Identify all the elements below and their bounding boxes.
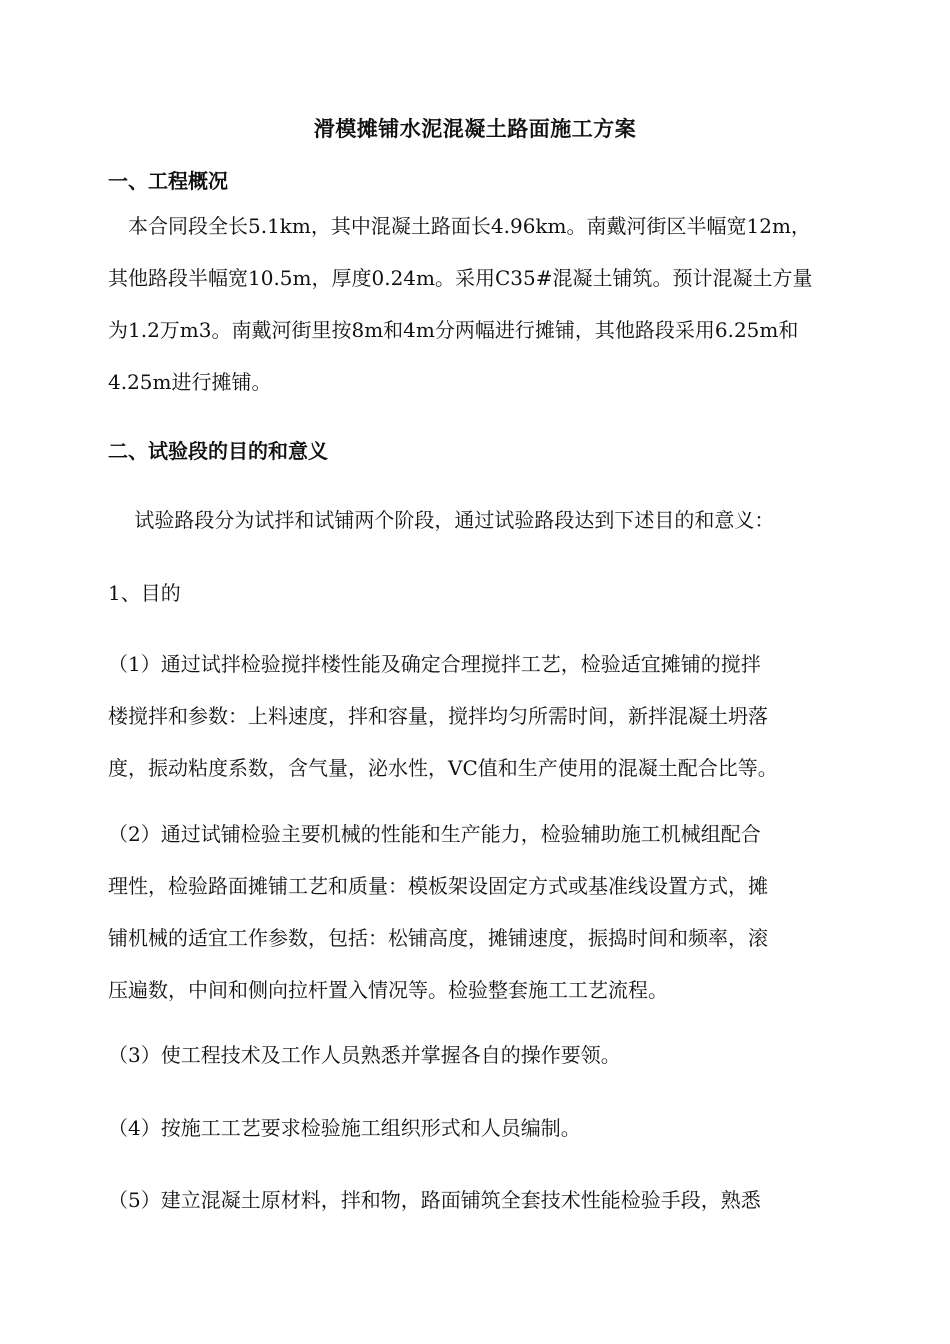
paragraph-line: 其他路段半幅宽10.5m，厚度0.24m。采用C35#混凝土铺筑。预计混凝土方量 xyxy=(108,266,813,290)
paragraph-line: 理性，检验路面摊铺工艺和质量：模板架设固定方式或基准线设置方式，摊 xyxy=(108,874,768,898)
paragraph-line: 4.25m进行摊铺。 xyxy=(108,370,272,394)
overview-paragraph xyxy=(108,200,878,408)
goal-item-5 xyxy=(108,1174,878,1226)
paragraph-line: 度，振动粘度系数，含气量，泌水性，VC值和生产使用的混凝土配合比等。 xyxy=(108,756,778,780)
document-title: 滑模摊铺水泥混凝土路面施工方案 xyxy=(313,117,637,141)
paragraph-line: （2）通过试铺检验主要机械的性能和生产能力，检验辅助施工机械组配合 xyxy=(108,822,761,846)
section-heading-purpose: 二、试验段的目的和意义 xyxy=(108,439,328,463)
purpose-intro-paragraph xyxy=(108,494,878,546)
paragraph-line: 铺机械的适宜工作参数，包括：松铺高度，摊铺速度，振捣时间和频率，滚 xyxy=(108,926,768,950)
goal-item-1 xyxy=(108,638,878,794)
paragraph-line: 本合同段全长5.1km，其中混凝土路面长4.96km。南戴河街区半幅宽12m， xyxy=(108,214,811,238)
paragraph-line: 楼搅拌和参数：上料速度，拌和容量，搅拌均匀所需时间，新拌混凝土坍落 xyxy=(108,704,768,728)
paragraph-line: 压遍数，中间和侧向拉杆置入情况等。检验整套施工工艺流程。 xyxy=(108,978,668,1002)
section-heading-overview: 一、工程概况 xyxy=(108,169,228,193)
paragraph-line: 试验路段分为试拌和试铺两个阶段，通过试验路段达到下述目的和意义： xyxy=(108,508,775,532)
goal-item-4 xyxy=(108,1102,878,1154)
paragraph-line: （3）使工程技术及工作人员熟悉并掌握各自的操作要领。 xyxy=(108,1043,621,1067)
paragraph-line: 为1.2万m3。南戴河街里按8m和4m分两幅进行摊铺，其他路段采用6.25m和 xyxy=(108,318,799,342)
paragraph-line: （4）按施工工艺要求检验施工组织形式和人员编制。 xyxy=(108,1116,581,1140)
goal-item-3 xyxy=(108,1029,878,1081)
goal-item-2 xyxy=(108,808,878,1016)
paragraph-line: （1）通过试拌检验搅拌楼性能及确定合理搅拌工艺，检验适宜摊铺的搅拌 xyxy=(108,652,761,676)
paragraph-line: （5）建立混凝土原材料，拌和物，路面铺筑全套技术性能检验手段，熟悉 xyxy=(108,1188,761,1212)
sub-heading-goal: 1、目的 xyxy=(108,581,181,605)
